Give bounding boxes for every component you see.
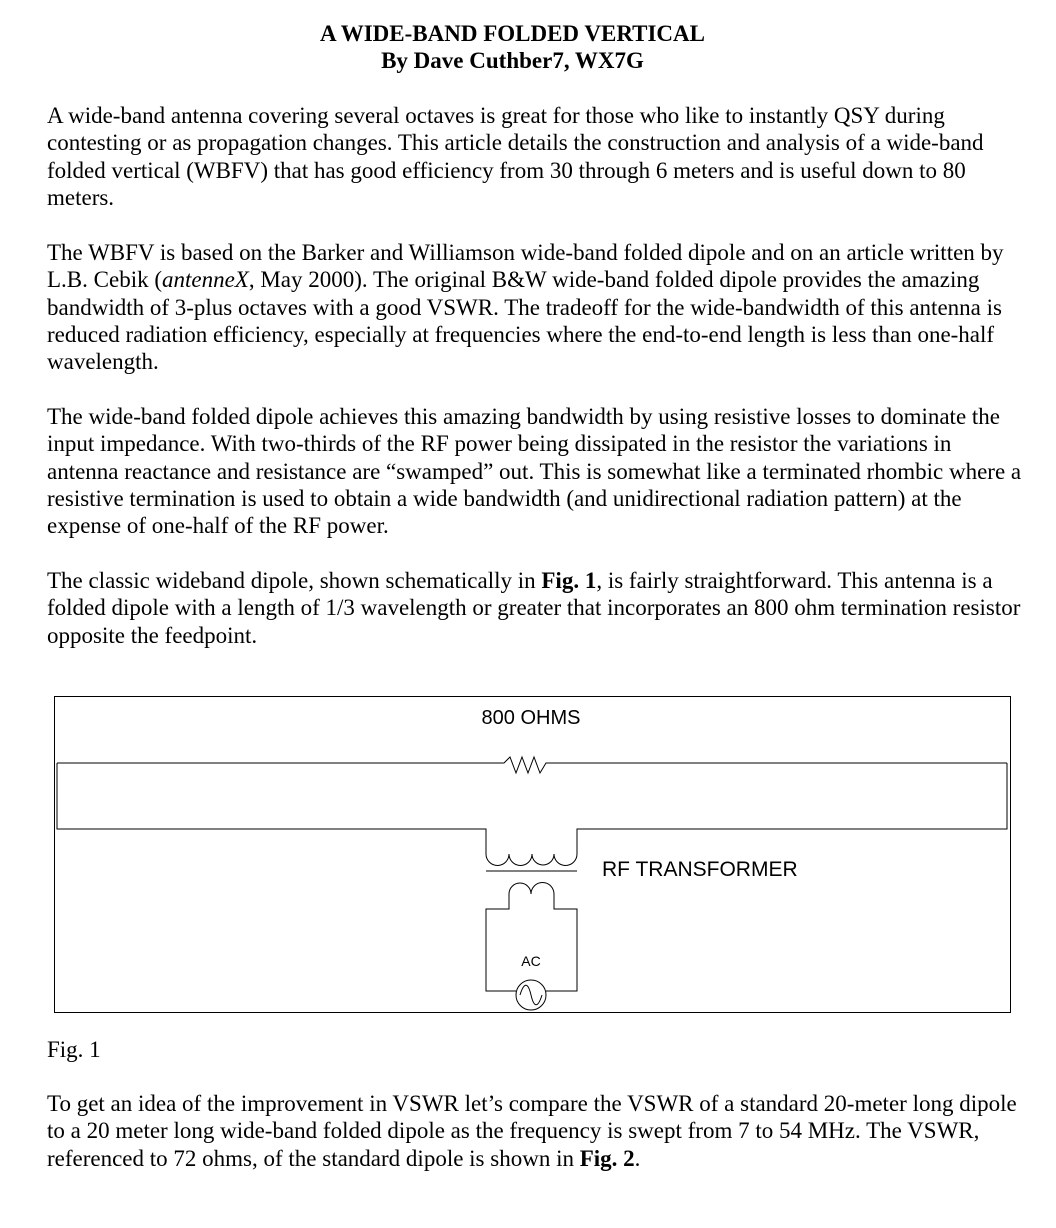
article-title: A WIDE-BAND FOLDED VERTICAL	[320, 21, 705, 46]
transformer-secondary-coil	[509, 883, 554, 895]
transformer-label: RF TRANSFORMER	[602, 858, 798, 881]
publication-name: antenneX	[162, 267, 249, 293]
paragraph-vswr-comparison	[47, 1090, 1022, 1172]
paragraph-background-text: The WBFV is based on the Barker and Williamson wide-band folded dipole and on an article written by L.B. Cebik (	[47, 240, 1004, 293]
dipole-left-half	[57, 763, 486, 854]
dipole-right-half	[577, 763, 1007, 854]
folded-dipole-schematic	[54, 696, 1011, 1013]
paragraph-background-text-end: , May 2000). The original B&W wide-band folded dipole provides the amazing bandwidth of 3-plus octaves with a good VSWR. The tradeoff for the wide-bandwidth of this antenna is reduced radiation efficiency, especially at frequencies where the end-to-end length is less than one-half wavelength.	[47, 267, 1002, 375]
resistor-label: 800 OHMS	[481, 707, 581, 729]
paragraph-schematic-intro	[47, 567, 1022, 649]
source-loop-right	[546, 894, 577, 991]
figure-reference: Fig. 1	[541, 568, 597, 593]
paragraph-vswr-text-end: .	[634, 1145, 641, 1171]
paragraph-schematic-text: The classic wideband dipole, shown schematically in	[47, 568, 542, 593]
article-byline: By Dave Cuthber7, WX7G	[381, 48, 644, 73]
source-label: AC	[521, 953, 541, 969]
transformer-primary-coil	[486, 854, 577, 866]
paragraph-intro: A wide-band antenna covering several octaves is great for those who like to instantly QSY during contesting or as propagation changes. This article details the construction and analysis of a wide-band folded vertical (WBFV) that has good efficiency from 30 through 6 meters and is useful down to 80 meters.	[47, 103, 984, 210]
top-conductor	[57, 757, 1007, 773]
figure-2-reference: Fig. 2	[579, 1145, 635, 1171]
figure-caption: Fig. 1	[47, 1037, 101, 1062]
paragraph-bandwidth: The wide-band folded dipole achieves this amazing bandwidth by using resistive losses to dominate the input impedance. With two-thirds of the RF power being dissipated in the resistor the variations in antenna reactance and resistance are “swamped” out. This is somewhat like a terminated rhombic where a resistive termination is used to obtain a wide bandwidth (and unidirectional radiation pattern) at the expense of one-half of the RF power.	[47, 404, 1022, 539]
source-loop-left	[486, 894, 516, 991]
paragraph-schematic-text-end: , is fairly straightforward. This antenna is a folded dipole with a length of 1/3 wavelength or greater that incorporates an 800 ohm termination resistor opposite the feedpoint.	[47, 568, 1021, 648]
paragraph-background	[47, 239, 1022, 375]
paragraph-vswr-text: To get an idea of the improvement in VSWR let’s compare the VSWR of a standard 20-meter long dipole to a 20 meter long wide-band folded dipole as the frequency is swept from 7 to 54 MHz. The VSWR, referenced to 72 ohms, of the standard dipole is shown in	[47, 1091, 1017, 1171]
